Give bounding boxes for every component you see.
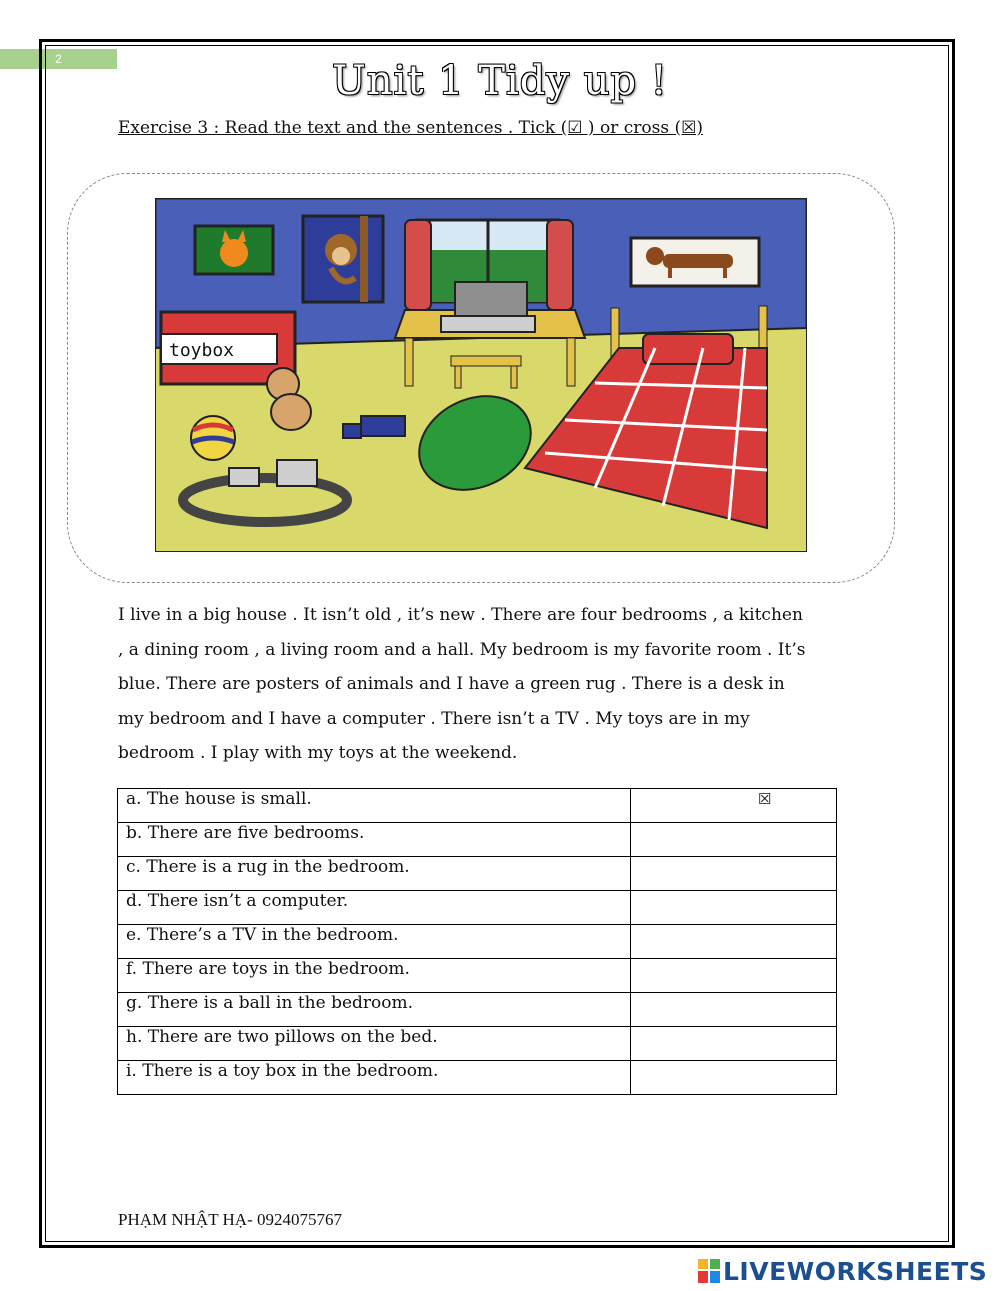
monkey-poster: [303, 216, 383, 302]
liveworksheets-logo-icon: [698, 1259, 720, 1283]
table-row: [118, 1061, 837, 1095]
statement-cell: c. There is a rug in the bedroom.: [118, 857, 631, 891]
answer-cell[interactable]: [631, 891, 837, 925]
table-row: [118, 925, 837, 959]
answer-cell[interactable]: [631, 1061, 837, 1095]
table-row: [118, 789, 837, 823]
statement-cell: a. The house is small.: [118, 789, 631, 823]
reading-passage: [118, 598, 888, 771]
bedroom-illustration: [155, 198, 807, 552]
passage-line: my bedroom and I have a computer . There isn’t a TV . My toys are in my: [118, 708, 750, 729]
table-row: [118, 857, 837, 891]
answer-cell[interactable]: [631, 823, 837, 857]
answer-cell[interactable]: [631, 1027, 837, 1061]
ball: [191, 416, 235, 460]
cat-poster: [195, 226, 273, 274]
passage-line: blue. There are posters of animals and I have a green rug . There is a desk in: [118, 674, 785, 694]
table-row: [118, 959, 837, 993]
answer-cell[interactable]: [631, 959, 837, 993]
statement-cell: e. There’s a TV in the bedroom.: [118, 925, 631, 959]
cross-box-icon: ☒: [757, 790, 772, 808]
table-row: [118, 993, 837, 1027]
statement-cell: b. There are five bedrooms.: [118, 823, 631, 857]
table-row: [118, 891, 837, 925]
tick-cross-table: [117, 788, 837, 1095]
statement-cell: f. There are toys in the bedroom.: [118, 959, 631, 993]
statement-cell: i. There is a toy box in the bedroom.: [118, 1061, 631, 1095]
passage-line: , a dining room , a living room and a hall. My bedroom is my favorite room . It’s: [118, 639, 806, 660]
page-title: Unit 1 Tidy up !: [332, 58, 668, 104]
table-row: [118, 1027, 837, 1061]
page-number: 2: [0, 49, 117, 69]
answer-cell[interactable]: [631, 789, 837, 823]
passage-line: I live in a big house . It isn’t old , it’s new . There are four bedrooms , a kitchen: [118, 605, 803, 625]
exercise-instruction: Exercise 3 : Read the text and the sentences . Tick (☑ ) or cross (☒): [118, 118, 703, 138]
liveworksheets-brand[interactable]: [698, 1256, 987, 1286]
passage-line: bedroom . I play with my toys at the weekend.: [118, 743, 518, 763]
statement-cell: g. There is a ball in the bedroom.: [118, 993, 631, 1027]
statement-cell: h. There are two pillows on the bed.: [118, 1027, 631, 1061]
answer-cell[interactable]: [631, 993, 837, 1027]
toybox-label: toybox: [169, 340, 235, 361]
table-row: [118, 823, 837, 857]
answer-cell[interactable]: [631, 925, 837, 959]
author-footer: PHẠM NHẬT HẠ- 0924075767: [118, 1210, 342, 1229]
brand-name: LIVEWORKSHEETS: [723, 1256, 988, 1286]
statement-cell: d. There isn’t a computer.: [118, 891, 631, 925]
answer-cell[interactable]: [631, 857, 837, 891]
dog-poster: [631, 238, 759, 286]
